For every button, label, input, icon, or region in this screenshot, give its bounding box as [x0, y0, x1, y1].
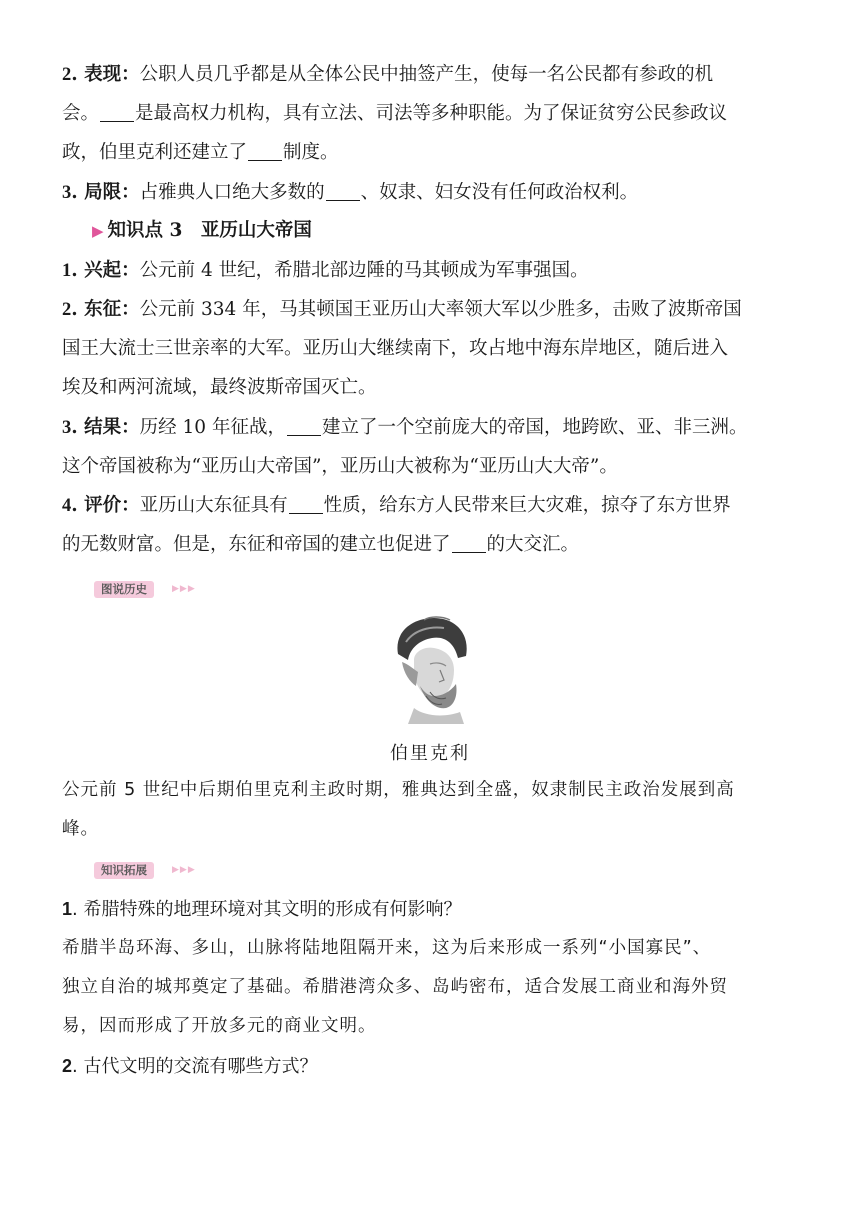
text-fragment: 建立了一个空前庞大的帝国，地跨欧、亚、非三洲。 [321, 417, 748, 438]
fill-blank[interactable] [326, 182, 360, 201]
evaluation-line-1 [62, 493, 802, 519]
item-text: 独立自治的城邦奠定了基础。希腊港湾众多、岛屿密布，适合发展工商业和海外贸 [62, 977, 728, 997]
text-fragment: 是最高权力机构，具有立法、司法等多种职能。为了保证贫穷公民参政议 [135, 103, 728, 124]
item-number: 3 [62, 418, 72, 438]
text-fragment: 的大交汇。 [486, 534, 580, 555]
answer-1-line-2 [62, 974, 802, 1000]
text-fragment: 占雅典人口绝大多数的 [139, 182, 325, 203]
question-1 [62, 896, 802, 923]
item-label: . 结果： [71, 417, 140, 438]
result-line-1 [62, 415, 802, 441]
question-text: . 希腊特殊的地理环境对其文明的形成有何影响？ [72, 899, 462, 920]
fill-blank[interactable] [287, 417, 321, 436]
item-text: 公元前 5 世纪中后期伯里克利主政时期，雅典达到全盛，奴隶制民主政治发展到高 [62, 780, 735, 800]
triangle-right-icon: ▶ [92, 222, 104, 240]
text-fragment: 、奴隶、妇女没有任何政治权利。 [360, 182, 639, 203]
item-label: . 局限： [71, 182, 140, 203]
portrait-caption: 伯里克利 [390, 743, 470, 764]
expedition-line-1 [62, 297, 802, 323]
text-fragment: 的无数财富。但是，东征和帝国的建立也促进了 [62, 534, 451, 555]
item-label: . 东征： [71, 299, 140, 320]
item-text: 公元前 334 年，马其顿国王亚历山大率领大军以少胜多，击败了波斯帝国 [139, 299, 742, 320]
item-text: 峰。 [62, 819, 99, 839]
fill-blank[interactable] [100, 103, 134, 122]
question-2 [62, 1053, 802, 1080]
item-text: 易，因而形成了开放多元的商业文明。 [62, 1016, 377, 1036]
text-fragment: 政，伯里克利还建立了 [62, 142, 248, 163]
expedition-line-3 [62, 375, 802, 401]
history-illustration-tag: 图说历史 [94, 581, 154, 598]
item-text: 希腊半岛环海、多山，山脉将陆地阻隔开来，这为后来形成一系列“小国寡民”、 [62, 938, 712, 958]
item-text: 公元前 4 世纪，希腊北部边陲的马其顿成为军事强国。 [139, 260, 589, 281]
item-label: . 兴起： [71, 260, 140, 281]
item-number: 2 [62, 65, 72, 85]
fill-blank[interactable] [248, 142, 282, 161]
illustration-text-line-1 [62, 777, 802, 803]
performance-line-1 [62, 62, 802, 88]
evaluation-line-2 [62, 532, 802, 558]
item-number: 3 [62, 183, 72, 203]
knowledge-point-heading [92, 218, 312, 244]
question-number: 2 [62, 1056, 73, 1076]
item-number: 4 [62, 496, 72, 516]
pericles-bust-image [384, 612, 478, 724]
fill-blank[interactable] [289, 495, 323, 514]
fill-blank[interactable] [452, 534, 486, 553]
item-text: 公职人员几乎都是从全体公民中抽签产生，使每一名公民都有参政的机 [139, 64, 714, 85]
text-fragment: 性质，给东方人民带来巨大灾难，掠夺了东方世界 [323, 495, 731, 516]
item-number: 1 [62, 261, 72, 281]
item-text: 国王大流士三世亲率的大军。亚历山大继续南下，攻占地中海东岸地区，随后进入 [62, 338, 729, 359]
item-number: 2 [62, 300, 72, 320]
performance-line-3 [62, 140, 802, 166]
text-fragment: 亚历山大东征具有 [139, 495, 288, 516]
tag-arrows-icon: ▶▶▶ [172, 584, 196, 594]
item-text: 埃及和两河流域，最终波斯帝国灭亡。 [62, 377, 377, 398]
text-fragment: 历经 10 年征战， [139, 417, 286, 438]
text-fragment: 会。 [62, 103, 100, 124]
item-label: . 表现： [71, 64, 140, 85]
answer-1-line-1 [62, 935, 802, 961]
result-line-2 [62, 454, 802, 480]
illustration-text-line-2 [62, 816, 802, 842]
text-fragment: 制度。 [283, 142, 339, 163]
rise-line [62, 258, 802, 284]
limitation-line [62, 180, 802, 206]
question-number: 1 [62, 899, 73, 919]
question-text: . 古代文明的交流有哪些方式？ [72, 1056, 318, 1077]
answer-1-line-3 [62, 1013, 802, 1039]
item-text: 这个帝国被称为“亚历山大帝国”，亚历山大被称为“亚历山大大帝”。 [62, 456, 618, 477]
expedition-line-2 [62, 336, 802, 362]
performance-line-2 [62, 101, 802, 127]
knowledge-point-title: 知识点 3 亚历山大帝国 [107, 220, 312, 241]
item-label: . 评价： [71, 495, 140, 516]
knowledge-extension-tag: 知识拓展 [94, 862, 154, 879]
tag-arrows-icon: ▶▶▶ [172, 865, 196, 875]
